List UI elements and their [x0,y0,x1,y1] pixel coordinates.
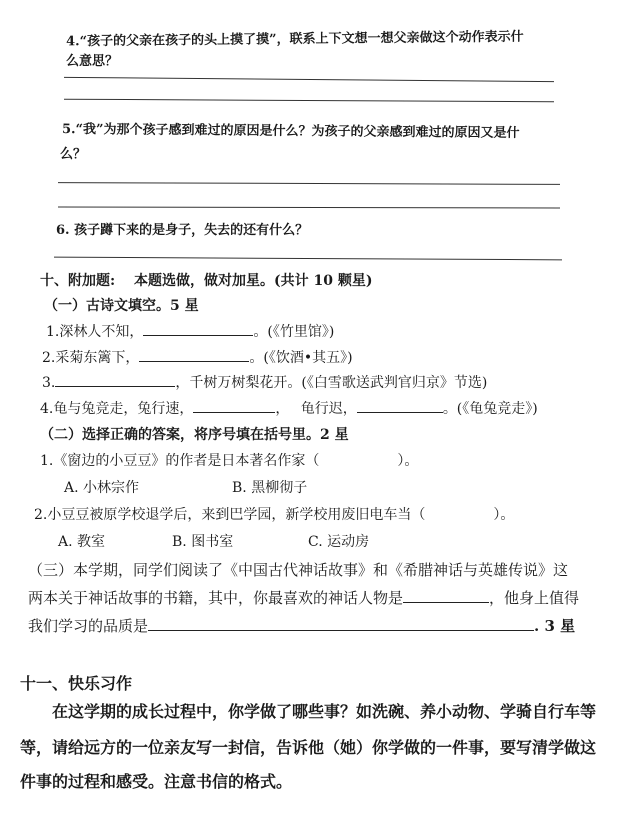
q4-answer-line-1[interactable] [64,77,554,82]
poem-1-source: 。(《竹里馆》) [253,324,335,340]
poem-4-blank-1[interactable] [193,398,275,413]
part3-line2-end: ，他身上值得 [489,589,580,607]
favorite-character-blank[interactable] [403,588,489,603]
part3-line3 [28,615,575,636]
part2-title: （二）选择正确的答案，将序号填在括号里。2 星 [40,427,349,443]
part3-line2 [28,587,579,608]
part3-line3-text: 我们学习的品质是 [28,617,149,635]
choice-1-option-a[interactable]: A. 小林宗作 [64,480,140,496]
q5-answer-line-1[interactable] [58,182,560,185]
poem-2 [42,347,353,367]
poem-4-blank-2[interactable] [357,398,443,413]
part3-line1: （三）本学期，同学们阅读了《中国古代神话故事》和《希腊神话与英雄传说》这 [28,561,569,579]
composition-line3: 件事的过程和感受。注意书信的格式。 [20,772,293,791]
poem-1-prefix: 1.深林人不知， [46,324,144,340]
q6-answer-line[interactable] [54,257,562,261]
quality-blank[interactable] [148,616,534,631]
q6-text: 6. 孩子蹲下来的是身子，失去的还有什么？ [56,223,309,238]
part3-stars: . 3 星 [534,617,576,635]
poem-3-prefix: 3. [42,375,56,391]
poem-3-blank[interactable] [55,372,175,387]
choice-2-end: ）。 [493,507,515,523]
composition-line1: 在这学期的成长过程中，你学做了哪些事？如洗碗、养小动物、学骑自行车等 [20,702,597,721]
poem-4-middle: ， 龟行迟， [275,401,357,417]
section11-title: 十一、快乐习作 [20,674,133,693]
q4-answer-line-2[interactable] [64,99,554,103]
poem-2-blank[interactable] [139,347,249,362]
poem-2-prefix: 2.采菊东篱下， [42,350,140,366]
q4-line2: 么意思？ [66,54,119,69]
choice-1-end: ）。 [397,453,419,469]
section10-title: 十、附加题: 本题选做，做对加星。(共计 10 颗星) [40,273,373,289]
part3-line2-text: 两本关于神话故事的书籍，其中，你最喜欢的神话人物是 [28,589,404,607]
composition-line2: 等，请给远方的一位亲友写一封信，告诉他（她）你学做的一件事，要写清学做这 [20,738,597,757]
poem-4-prefix: 4.龟与兔竞走，兔行速， [40,401,194,417]
q4-line1: 4.“孩子的父亲在孩子的头上摸了摸”，联系上下文想一想父亲做这个动作表示什 [65,29,524,50]
poem-4-source: 。(《龟兔竞走》) [442,401,538,417]
part1-title: （一）古诗文填空。5 星 [44,298,199,314]
poem-4 [40,398,538,418]
q5-answer-line-2[interactable] [58,207,560,209]
choice-2-text: 2.小豆豆被原学校退学后，来到巴学园，新学校用废旧电车当（ [34,507,426,523]
choice-2-option-b[interactable]: B. 图书室 [172,534,234,550]
choice-2 [34,504,514,524]
poem-1-blank[interactable] [143,321,253,336]
poem-3 [42,372,487,392]
poem-2-source: 。(《饮酒•其五》) [249,350,353,366]
poem-3-rest: ，千树万树梨花开。(《白雪歌送武判官归京》节选) [175,375,488,391]
choice-1 [40,450,418,470]
choice-1-text: 1.《窗边的小豆豆》的作者是日本著名作家（ [40,453,320,469]
choice-1-option-b[interactable]: B. 黑柳彻子 [232,480,308,496]
q5-line2: 么？ [60,147,87,162]
q5-line1: 5.“我”为那个孩子感到难过的原因是什么？为孩子的父亲感到难过的原因又是什 [61,122,520,141]
poem-1 [46,321,334,341]
choice-2-option-c[interactable]: C. 运动房 [308,534,370,550]
choice-2-option-a[interactable]: A. 教室 [58,534,106,550]
